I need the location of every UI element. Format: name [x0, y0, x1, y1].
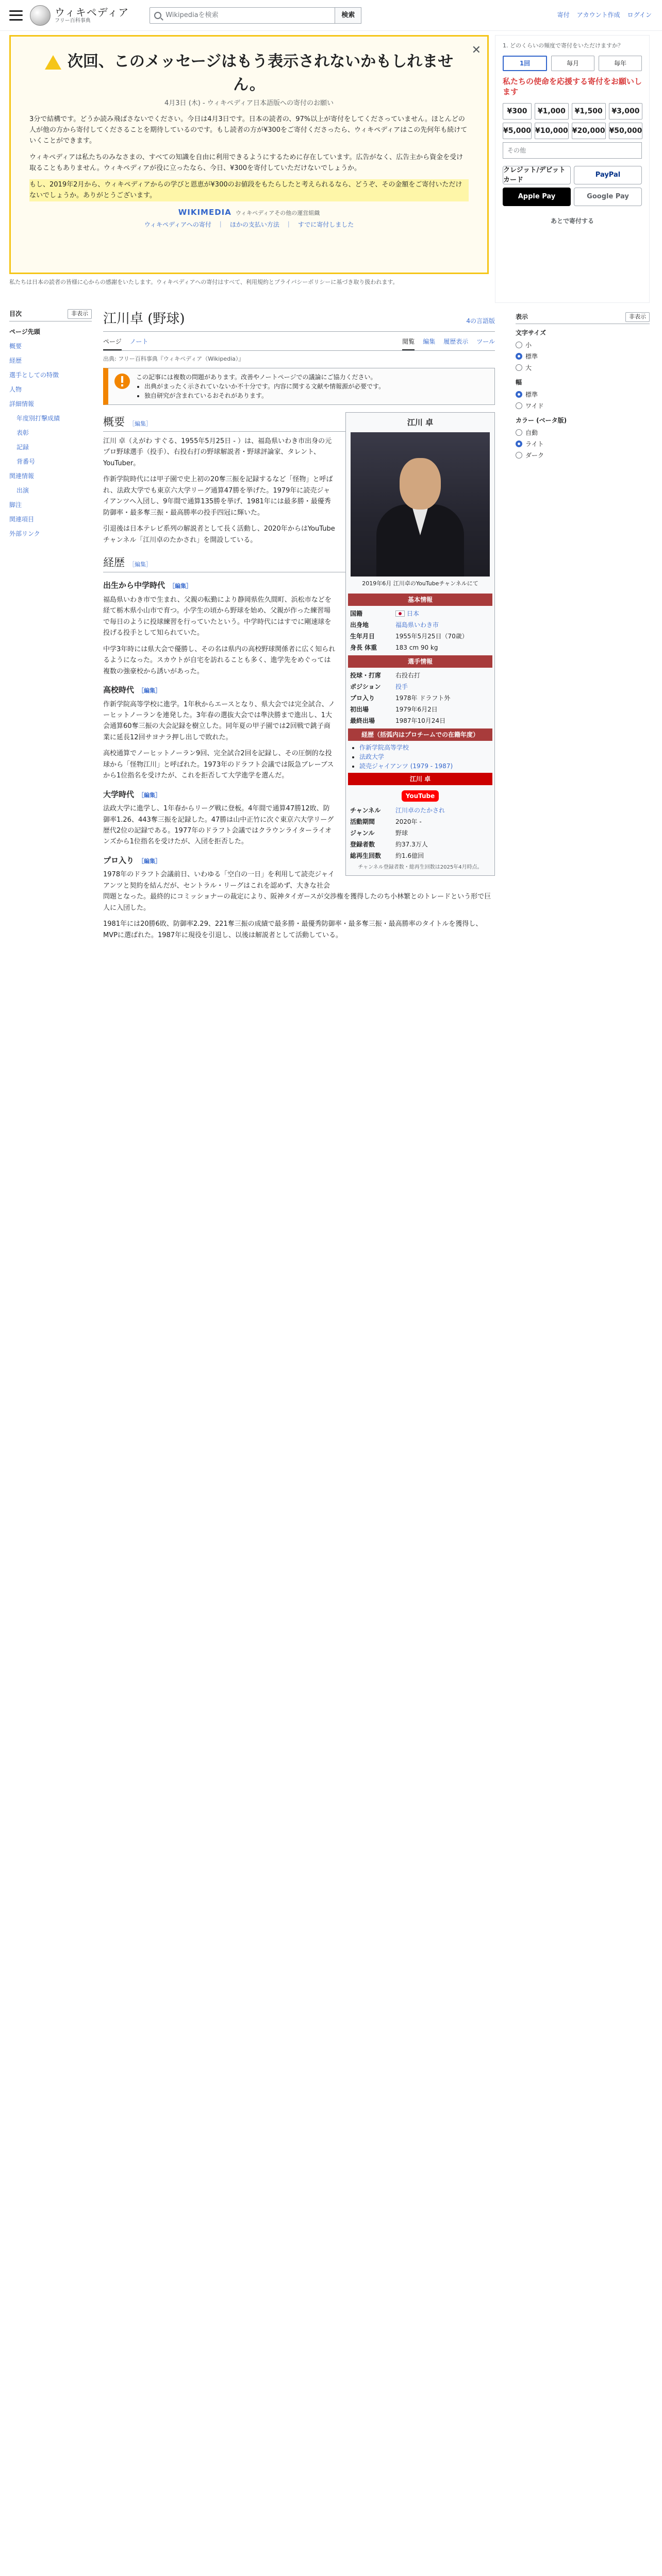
- donation-form: [495, 35, 650, 303]
- site-tagline: フリー百科事典: [55, 18, 91, 24]
- toc-item[interactable]: 人物: [9, 385, 22, 393]
- toc-item[interactable]: 選手としての特徴: [9, 371, 59, 379]
- section-heading: 経歴 ［編集］: [103, 555, 495, 573]
- language-selector[interactable]: 4の言語版: [466, 317, 495, 325]
- tab-tools[interactable]: ツール: [476, 338, 495, 345]
- team-link[interactable]: 作新学院高等学校: [359, 743, 409, 751]
- donate-later-button[interactable]: あとで寄付する: [550, 217, 594, 225]
- table-row: 身長 体重 183 cm 90 kg: [350, 643, 438, 651]
- subsection-heading: 出生から中学時代 ［編集］: [103, 581, 192, 590]
- table-row: プロ入り 1978年 ドラフト外: [350, 694, 451, 702]
- table-row: 最終出場 1987年10月24日: [350, 717, 446, 724]
- tab-edit[interactable]: 編集: [423, 338, 436, 345]
- table-row: 国籍 日本: [350, 609, 420, 617]
- banner-paragraph: ウィキペディアは私たちのみなさまの、すべての知識を自由に利用できるようにするために存在しています。広告がなく、広告主から資金を受け取ることもありません。ウィキペディアが役に立ったなら、今日、¥300を寄付していただけないでしょうか。: [29, 153, 464, 173]
- amount-button[interactable]: ¥1,000: [535, 103, 569, 120]
- appearance-tools: [516, 309, 650, 461]
- paragraph: 1978年のドラフト会議前日、いわゆる「空白の一日」を利用して読売ジャイアンツと契約を結んだが、セントラル・リーグはこれを認めず、大きな社会問題となった。最終的にコミッショナーの裁定により、阪神タイガースが交渉権を獲得したのち小林繁とのトレードという形で巨人に入団した。: [103, 871, 491, 912]
- google-pay-button[interactable]: Google Pay: [574, 188, 642, 206]
- close-icon[interactable]: ✕: [471, 44, 481, 57]
- subsection-heading: 高校時代 ［編集］: [103, 685, 161, 694]
- site-name: ウィキペディア: [55, 6, 129, 19]
- toc-item[interactable]: 脚注: [9, 501, 22, 509]
- card-pay-button[interactable]: クレジット/デビットカード: [503, 166, 571, 184]
- toc-item[interactable]: 外部リンク: [9, 530, 40, 537]
- paragraph: 法政大学に進学し、1年春からリーグ戦に登板。4年間で通算47勝12敗、防御率1.26、443奪三振を記録した。47勝は山中正竹に次ぐ東京六大学リーグ歴代2位の記録である。1977年のドラフト会議ではクラウンライターライオンズから1位指名を受けたが、入団を拒否した。: [103, 805, 334, 846]
- edit-section-link[interactable]: ［編集］: [138, 791, 161, 799]
- site-subtitle: 出典: フリー百科事典『ウィキペディア（Wikipedia）』: [103, 355, 244, 362]
- toc-item[interactable]: 概要: [9, 342, 22, 350]
- basic-info-table: [348, 608, 492, 653]
- warning-icon: [45, 55, 61, 70]
- edit-section-link[interactable]: ［編集］: [129, 561, 152, 568]
- infobox-section-basic: 基本情報: [348, 594, 492, 606]
- color-dark[interactable]: ダーク: [516, 450, 650, 461]
- issue-item: • 独自研究が含まれているおそれがあります。: [144, 391, 385, 400]
- toc-hide-button[interactable]: 非表示: [68, 309, 92, 319]
- search-placeholder: Wikipediaを検索: [166, 11, 219, 19]
- edit-section-link[interactable]: ［編集］: [138, 687, 161, 694]
- subsection-heading: 大学時代 ［編集］: [103, 789, 161, 799]
- wikimedia-logo: WIKIMEDIA ウィキペディアその他の運営組織: [178, 207, 320, 217]
- teams-list: [348, 743, 492, 771]
- paragraph: 引退後は日本テレビ系列の解説者として長く活動し、2020年からはYouTubeチャンネル「江川卓のたかされ」を開設している。: [103, 525, 335, 544]
- freq-once-button[interactable]: 1回: [503, 56, 547, 71]
- site-header: [0, 0, 662, 31]
- toc-subitem[interactable]: 背番号: [16, 457, 36, 465]
- paragraph: 作新学院高等学校に進学。1年秋からエースとなり、県大会では完全試合、ノーヒットノーランを連発した。3年春の選抜大会では準決勝まで進出し、1大会通算60奪三振の大会記録を樹立した。同年夏の甲子園では2回戦で銚子商業に延長12回サヨナラ押し出しで敗れた。: [103, 700, 335, 741]
- banner-paragraph: 3分で結構です。どうか読み飛ばさないでください。今日は4月3日です。日本の読者の、97%以上が寄付をしてくださっていません。ほとんどの人が他の方から寄付してくださることを期待しているのです。もし読者の方が¥300をご寄付くださったら、ウィキペディアはこの先何年も続けていくことができます。: [29, 115, 468, 145]
- banner-title: 次回、このメッセージはもう表示されないかもしれません。: [29, 50, 469, 96]
- frequency-question: 1. どのくらいの頻度で寄付をいただけますか？: [503, 42, 623, 49]
- toc-subitem[interactable]: 表彰: [16, 429, 29, 436]
- team-link[interactable]: 読売ジャイアンツ (1979 - 1987): [359, 762, 453, 770]
- team-link[interactable]: 法政大学: [359, 753, 385, 760]
- width-label: 幅: [516, 378, 522, 386]
- edit-section-link[interactable]: ［編集］: [169, 583, 192, 590]
- color-light[interactable]: ライト: [516, 438, 650, 450]
- page-title: 江川卓 (野球) 4の言語版: [103, 309, 495, 332]
- edit-section-link[interactable]: ［編集］: [129, 420, 152, 427]
- table-row: 生年月日 1955年5月25日（70歳）: [350, 632, 468, 640]
- toc-subitem[interactable]: 記録: [16, 443, 29, 451]
- japan-flag-icon: [395, 611, 405, 617]
- donation-notice: 私たちは日本の読者の皆様に心からの感謝をいたします。ウィキペディアへの寄付はすべて、利用規約とプライバシーポリシーに基づき取り扱われます。: [9, 279, 399, 285]
- issue-item: • 出典がまったく示されていないか不十分です。内容に関する文献や情報源が必要です。: [144, 382, 385, 391]
- apple-pay-button[interactable]: Apple Pay: [503, 188, 571, 206]
- tab-history[interactable]: 履歴表示: [443, 338, 469, 345]
- wikipedia-globe-icon: [30, 5, 51, 26]
- youtube-logo: YouTube: [348, 787, 492, 805]
- color-label: カラー (ベータ版): [516, 416, 567, 424]
- amount-button[interactable]: ¥50,000: [609, 123, 643, 139]
- toc-subitem[interactable]: 年度別打撃成績: [16, 414, 60, 422]
- paragraph: 中学3年時には県大会で優勝し、その名は県内の高校野球関係者に広く知られるようになった。スカウトが自宅を訪れることも多く、進学先をめぐっては複数の強豪校から誘いがあった。: [103, 645, 336, 675]
- paragraph: 江川 卓（えがわ すぐる、1955年5月25日 - ）は、福島県いわき市出身の元プロ野球選手（投手）、右投右打の野球解説者・野球評論家、タレント、YouTuber。: [103, 437, 332, 467]
- table-row: 活動期間 2020年 -: [350, 818, 422, 825]
- youtube-info-table: [348, 805, 492, 861]
- banner-date: 4月3日 (木) - ウィキペディア日本語版への寄付のお願い: [164, 99, 334, 107]
- table-row: 総再生回数 約1.6億回: [350, 852, 424, 859]
- player-photo[interactable]: [351, 432, 490, 577]
- table-row: 投球・打席 右投右打: [350, 671, 421, 679]
- paragraph: 1981年には20勝6敗、防御率2.29、221奪三振の成績で最多勝・最優秀防御率・最多奪三振・最高勝率のタイトルを獲得し、MVPに選ばれた。1987年に現役を引退し、以後は解説者として活動している。: [103, 920, 483, 939]
- login-link[interactable]: ログイン: [627, 11, 652, 19]
- photo-caption: 2019年6月 江川卓のYouTubeチャンネルにて: [362, 580, 478, 587]
- toc-item[interactable]: 詳細情報: [9, 400, 35, 408]
- other-amount-input[interactable]: その他: [503, 142, 642, 159]
- amount-button[interactable]: ¥1,500: [572, 103, 606, 120]
- color-auto[interactable]: 自動: [516, 427, 650, 438]
- text-size-small[interactable]: 小: [516, 340, 650, 351]
- paypal-button[interactable]: PayPal: [574, 166, 642, 184]
- donate-message: 私たちの使命を応援する寄付をお願いします: [503, 76, 642, 96]
- amount-button[interactable]: ¥300: [503, 103, 532, 120]
- infobox-section-career: 選手情報: [348, 655, 492, 668]
- frequency-options: [503, 56, 642, 71]
- width-wide[interactable]: ワイド: [516, 400, 650, 412]
- issues-notice: [103, 368, 495, 405]
- toc-title: 目次: [9, 310, 22, 317]
- tab-page[interactable]: ページ: [103, 334, 122, 350]
- search-button[interactable]: 検索: [335, 7, 361, 24]
- page-tabs: [103, 334, 495, 351]
- paragraph: 高校通算でノーヒットノーラン9回、完全試合2回を記録し、その圧倒的な投球から「怪物江川」と呼ばれた。1973年のドラフト会議では阪急ブレーブスから1位指名を受けたが、これを拒否して大学進学を選んだ。: [103, 750, 334, 780]
- table-row: ジャンル 野球: [350, 829, 408, 837]
- infobox: [345, 412, 495, 876]
- amount-options: [503, 103, 642, 139]
- text-size-standard[interactable]: 標準: [516, 351, 650, 362]
- create-account-link[interactable]: アカウント作成: [576, 11, 620, 19]
- issues-title: この記事には複数の問題があります。改善やノートページでの議論にご協力ください。: [136, 373, 377, 381]
- search-input[interactable]: [150, 7, 335, 24]
- article: [103, 309, 495, 946]
- infobox-title: 江川 卓: [407, 417, 434, 427]
- tools-title: 表示: [516, 313, 528, 320]
- search-icon: [154, 12, 161, 19]
- table-of-contents: [9, 309, 92, 541]
- toc-subitem[interactable]: 出演: [16, 486, 29, 494]
- table-row: ポジション 投手: [350, 683, 408, 690]
- toc-item[interactable]: 関連項目: [9, 515, 35, 523]
- toc-item[interactable]: 経歴: [9, 357, 22, 364]
- donate-link[interactable]: 寄付: [557, 11, 570, 19]
- edit-section-link[interactable]: ［編集］: [138, 857, 161, 865]
- freq-yearly-button[interactable]: 毎年: [599, 56, 642, 71]
- amount-button[interactable]: ¥10,000: [535, 123, 569, 139]
- amount-button[interactable]: ¥3,000: [609, 103, 643, 120]
- main-menu-icon[interactable]: [9, 10, 23, 21]
- banner-footer-links[interactable]: ウィキペディアへの寄付 ｜ ほかの支払い方法 ｜ すでに寄付しました: [144, 221, 354, 229]
- infobox-section-youtube: 江川 卓: [348, 773, 492, 785]
- width-standard[interactable]: 標準: [516, 389, 650, 400]
- banner-paragraph-highlight: もし、2019年2月から、ウィキペディアからの学びと恩恵が¥300のお値段をもたらしたと考えられるなら、どうぞ、その金額をご寄付いただけないでしょうか。ありがとうございます。: [29, 179, 469, 201]
- toc-item[interactable]: ページ先頭: [9, 328, 40, 335]
- career-info-table: [348, 670, 492, 726]
- site-logo[interactable]: [30, 5, 129, 26]
- tab-talk[interactable]: ノート: [129, 338, 148, 345]
- table-row: チャンネル 江川卓のたかされ: [350, 806, 445, 814]
- infobox-section-teams: 経歴（括弧内はプロチームでの在籍年度）: [348, 728, 492, 741]
- paragraph: 作新学院時代には甲子園で史上初の20奪三振を記録するなど「怪物」と呼ばれ、法政大学でも東京六大学リーグ通算47勝を挙げた。1979年に読売ジャイアンツへ入団し、9年間で通算135勝を挙げ、1981年には最多勝・最優秀防御率・最多奪三振・最高勝率の投手四冠に輝いた。: [103, 476, 333, 517]
- toc-item[interactable]: 関連情報: [9, 472, 35, 480]
- tab-read[interactable]: 閲覧: [402, 334, 415, 350]
- text-size-large[interactable]: 大: [516, 362, 650, 374]
- subsection-heading: プロ入り ［編集］: [103, 855, 161, 865]
- table-row: 登録者数 約37.3万人: [350, 840, 428, 848]
- section-heading: 概要 ［編集］: [103, 414, 495, 432]
- youtube-footnote: チャンネル登録者数・総再生回数は2025年4月時点。: [358, 864, 483, 870]
- table-row: 出身地 福島県いわき市: [350, 621, 439, 629]
- paragraph: 福島県いわき市で生まれ、父親の転勤により静岡県佐久間町、浜松市などを経て栃木県小山市で育つ。小学生の頃から野球を始め、父親が作った練習場で毎日のように投球練習を行っていたという。中学時代にはすでに剛速球を投げる投手として知られていた。: [103, 596, 332, 637]
- user-links: [557, 10, 652, 20]
- tools-hide-button[interactable]: 非表示: [625, 312, 650, 322]
- freq-monthly-button[interactable]: 毎月: [551, 56, 594, 71]
- table-row: 初出場 1979年6月2日: [350, 705, 438, 713]
- payment-methods: [503, 166, 642, 206]
- search-form: [150, 7, 361, 24]
- amount-button[interactable]: ¥5,000: [503, 123, 532, 139]
- issues-icon: [113, 372, 131, 390]
- fundraising-banner: [9, 35, 489, 274]
- amount-button[interactable]: ¥20,000: [572, 123, 606, 139]
- text-size-label: 文字サイズ: [516, 329, 547, 336]
